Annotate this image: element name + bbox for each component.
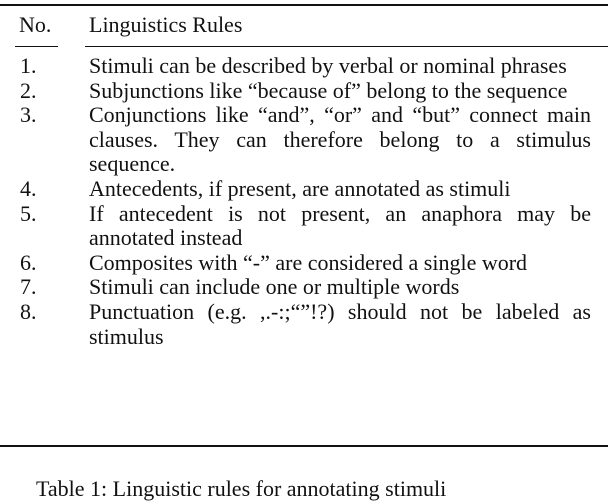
rule-number: 4. — [20, 175, 37, 201]
rule-text: Stimuli can be described by verbal or nominal phrases — [89, 53, 567, 78]
table-row — [0, 177, 608, 202]
column-header-number: No. — [19, 12, 52, 37]
rule-number: 5. — [20, 200, 37, 226]
rule-number: 1. — [20, 53, 37, 78]
table-body — [0, 54, 608, 349]
rule-number: 7. — [20, 274, 37, 300]
table-row — [0, 300, 608, 349]
rule-text: Stimuli can include one or multiple words — [89, 274, 460, 300]
rule-text: Punctuation (e.g. ,.-:;“”!?) should not be labeled as stimulus — [89, 298, 591, 349]
rule-text: Subjunctions like “because of” belong to the sequence — [89, 77, 568, 103]
table-row — [0, 103, 608, 177]
rule-text: If antecedent is not present, an anaphora may be annotated instead — [89, 200, 591, 251]
table-row — [0, 275, 608, 300]
rule-text: Conjunctions like “and”, “or” and “but” connect main clauses. They can therefore belong to a stimulus sequence. — [89, 102, 591, 177]
rule-number: 6. — [20, 249, 37, 275]
table-top-rule — [0, 4, 608, 6]
table-row — [0, 251, 608, 276]
column-header-rules: Linguistics Rules — [89, 12, 243, 37]
header-rule-rules — [85, 46, 608, 47]
rule-text: Antecedents, if present, are annotated as stimuli — [89, 175, 511, 201]
table-row — [0, 202, 608, 251]
table-row — [0, 54, 608, 79]
rule-text: Composites with “-” are considered a single word — [89, 249, 528, 275]
rule-number: 8. — [20, 298, 37, 324]
rule-number: 3. — [20, 102, 37, 128]
table-caption: Table 1: Linguistic rules for annotating stimuli — [36, 476, 447, 501]
table-bottom-rule — [0, 445, 608, 447]
rule-number: 2. — [20, 77, 37, 103]
header-rule-number — [15, 46, 58, 47]
table-row — [0, 79, 608, 104]
